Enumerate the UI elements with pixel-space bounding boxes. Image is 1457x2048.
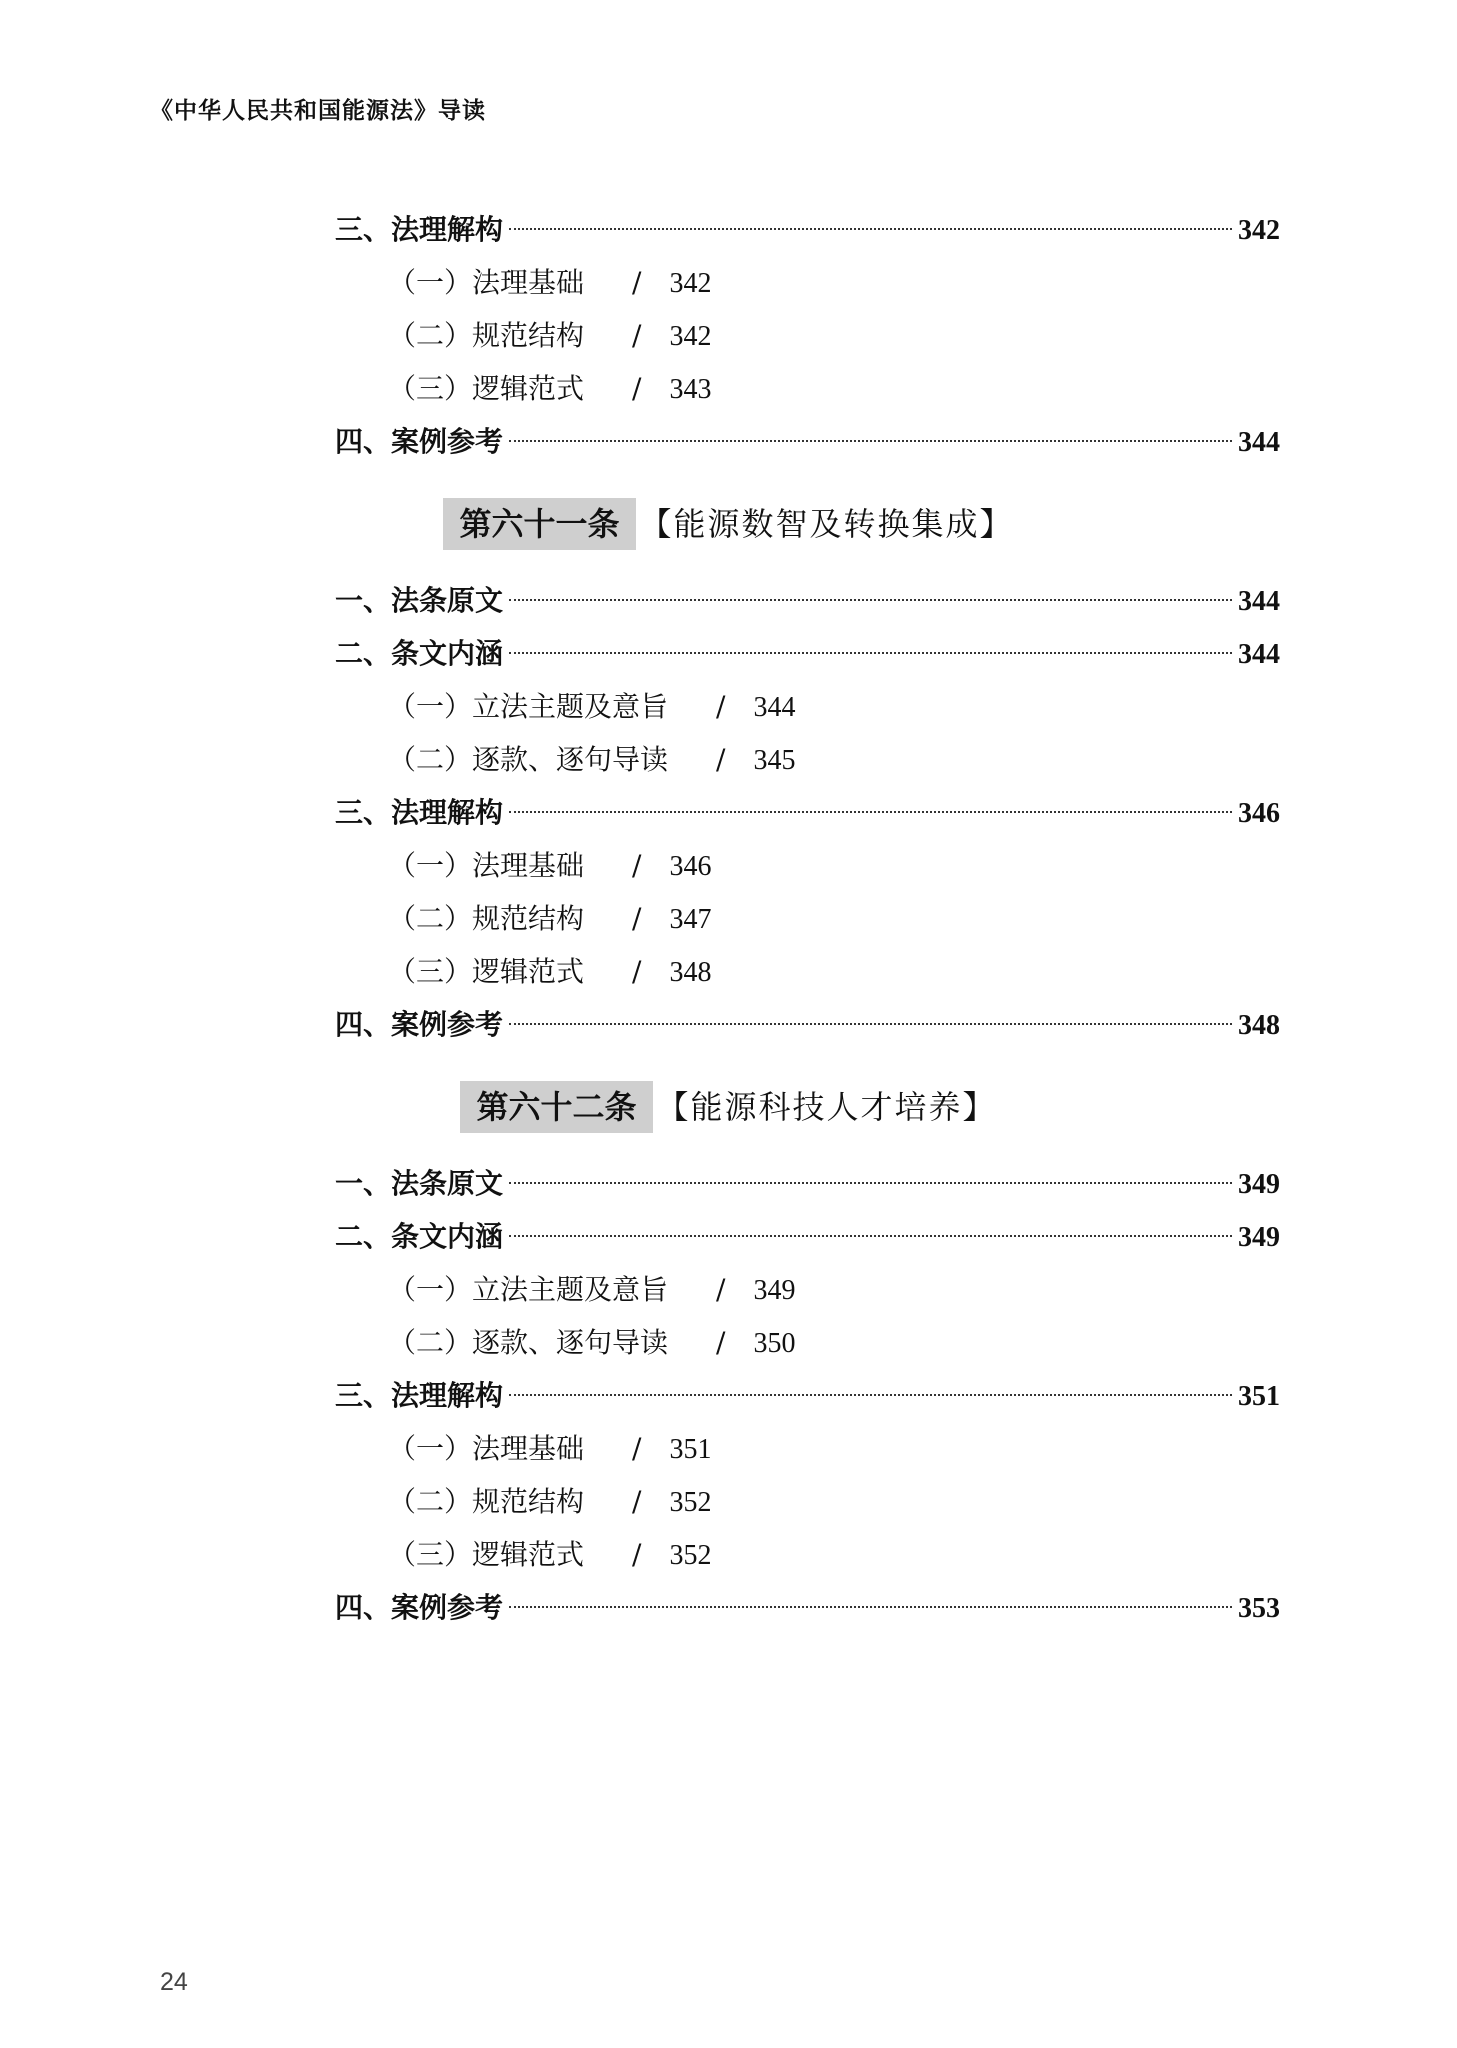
dot-leader xyxy=(509,1235,1232,1237)
toc-subentry-page: 345 xyxy=(753,745,796,776)
toc-subentry[interactable] xyxy=(388,1270,795,1310)
toc-entry-page: 344 xyxy=(1238,639,1280,670)
article-heading[interactable] xyxy=(0,1081,1457,1133)
toc-subentry[interactable] xyxy=(388,1535,711,1575)
toc-subentry-page: 346 xyxy=(669,851,712,882)
toc-subentry-page: 342 xyxy=(669,321,712,352)
dot-leader xyxy=(509,228,1232,230)
separator: / xyxy=(632,849,642,882)
toc-subentry-title: （三）逻辑范式 xyxy=(388,1538,585,1571)
toc-subentry-page: 343 xyxy=(669,374,712,405)
toc-entry[interactable] xyxy=(335,581,1280,621)
toc-subentry[interactable] xyxy=(388,1429,711,1469)
toc-subentry-title: （二）规范结构 xyxy=(388,902,585,935)
toc-subentry-title: （三）逻辑范式 xyxy=(388,372,585,405)
dot-leader xyxy=(509,652,1232,654)
separator: / xyxy=(632,955,642,988)
toc-entry-title: 三、法理解构 xyxy=(335,1379,504,1412)
toc-entry-page: 349 xyxy=(1238,1222,1280,1253)
dot-leader xyxy=(509,1182,1232,1184)
toc-subentry-page: 349 xyxy=(753,1275,796,1306)
toc-subentry-page: 344 xyxy=(753,692,796,723)
toc-entry-page: 349 xyxy=(1238,1169,1280,1200)
toc-entry-title: 一、法条原文 xyxy=(335,584,504,617)
toc-entry[interactable] xyxy=(335,634,1280,674)
separator: / xyxy=(632,1485,642,1518)
toc-subentry[interactable] xyxy=(388,263,711,303)
toc-subentry[interactable] xyxy=(388,952,711,992)
toc-entry-title: 四、案例参考 xyxy=(335,1008,504,1041)
toc-entry[interactable] xyxy=(335,1588,1280,1628)
dot-leader xyxy=(509,599,1232,601)
toc-entry-page: 346 xyxy=(1238,798,1280,829)
article-title: 【能源科技人才培养】 xyxy=(656,1088,997,1126)
separator: / xyxy=(632,1432,642,1465)
toc-subentry-title: （一）法理基础 xyxy=(388,849,585,882)
toc-subentry-page: 348 xyxy=(669,957,712,988)
dot-leader xyxy=(509,1394,1232,1396)
article-number: 第六十一条 xyxy=(443,498,635,550)
toc-entry-title: 三、法理解构 xyxy=(335,213,504,246)
running-header: 《中华人民共和国能源法》导读 xyxy=(150,97,486,124)
toc-subentry-title: （二）规范结构 xyxy=(388,319,585,352)
page-number: 24 xyxy=(160,1968,188,1996)
toc-subentry-title: （三）逻辑范式 xyxy=(388,955,585,988)
toc-subentry-title: （一）法理基础 xyxy=(388,1432,585,1465)
toc-entry-title: 三、法理解构 xyxy=(335,796,504,829)
toc-entry-page: 348 xyxy=(1238,1010,1280,1041)
toc-subentry-page: 342 xyxy=(669,268,712,299)
toc-subentry[interactable] xyxy=(388,899,711,939)
toc-entry-page: 342 xyxy=(1238,215,1280,246)
toc-entry-title: 一、法条原文 xyxy=(335,1167,504,1200)
toc-subentry[interactable] xyxy=(388,369,711,409)
separator: / xyxy=(632,319,642,352)
toc-entry-page: 351 xyxy=(1238,1381,1280,1412)
separator: / xyxy=(632,902,642,935)
toc-subentry-page: 347 xyxy=(669,904,712,935)
article-heading[interactable] xyxy=(0,498,1457,550)
separator: / xyxy=(716,743,726,776)
toc-entry-page: 353 xyxy=(1238,1593,1280,1624)
separator: / xyxy=(632,1538,642,1571)
toc-subentry[interactable] xyxy=(388,846,711,886)
toc-subentry-page: 350 xyxy=(753,1328,796,1359)
toc-subentry-page: 352 xyxy=(669,1540,712,1571)
toc-entry-page: 344 xyxy=(1238,427,1280,458)
toc-entry-title: 四、案例参考 xyxy=(335,425,504,458)
toc-subentry[interactable] xyxy=(388,1323,795,1363)
dot-leader xyxy=(509,1606,1232,1608)
toc-entry[interactable] xyxy=(335,422,1280,462)
separator: / xyxy=(632,372,642,405)
dot-leader xyxy=(509,440,1232,442)
separator: / xyxy=(632,266,642,299)
toc-subentry-title: （一）立法主题及意旨 xyxy=(388,1273,669,1306)
dot-leader xyxy=(509,811,1232,813)
toc-entry[interactable] xyxy=(335,1164,1280,1204)
toc-subentry-page: 351 xyxy=(669,1434,712,1465)
toc-entry-title: 四、案例参考 xyxy=(335,1591,504,1624)
toc-entry[interactable] xyxy=(335,1376,1280,1416)
toc-subentry[interactable] xyxy=(388,740,795,780)
toc-entry[interactable] xyxy=(335,793,1280,833)
toc-entry[interactable] xyxy=(335,210,1280,250)
toc-subentry[interactable] xyxy=(388,1482,711,1522)
toc-subentry-title: （二）逐款、逐句导读 xyxy=(388,743,669,776)
toc-entry[interactable] xyxy=(335,1217,1280,1257)
toc-subentry-page: 352 xyxy=(669,1487,712,1518)
article-number: 第六十二条 xyxy=(460,1081,652,1133)
toc-entry-title: 二、条文内涵 xyxy=(335,637,504,670)
toc-subentry-title: （二）规范结构 xyxy=(388,1485,585,1518)
dot-leader xyxy=(509,1023,1232,1025)
toc-subentry-title: （二）逐款、逐句导读 xyxy=(388,1326,669,1359)
toc-subentry[interactable] xyxy=(388,687,795,727)
separator: / xyxy=(716,1273,726,1306)
toc-entry-title: 二、条文内涵 xyxy=(335,1220,504,1253)
separator: / xyxy=(716,690,726,723)
toc-entry-page: 344 xyxy=(1238,586,1280,617)
article-title: 【能源数智及转换集成】 xyxy=(639,505,1014,543)
toc-entry[interactable] xyxy=(335,1005,1280,1045)
toc-subentry-title: （一）立法主题及意旨 xyxy=(388,690,669,723)
toc-subentry[interactable] xyxy=(388,316,711,356)
separator: / xyxy=(716,1326,726,1359)
toc-subentry-title: （一）法理基础 xyxy=(388,266,585,299)
